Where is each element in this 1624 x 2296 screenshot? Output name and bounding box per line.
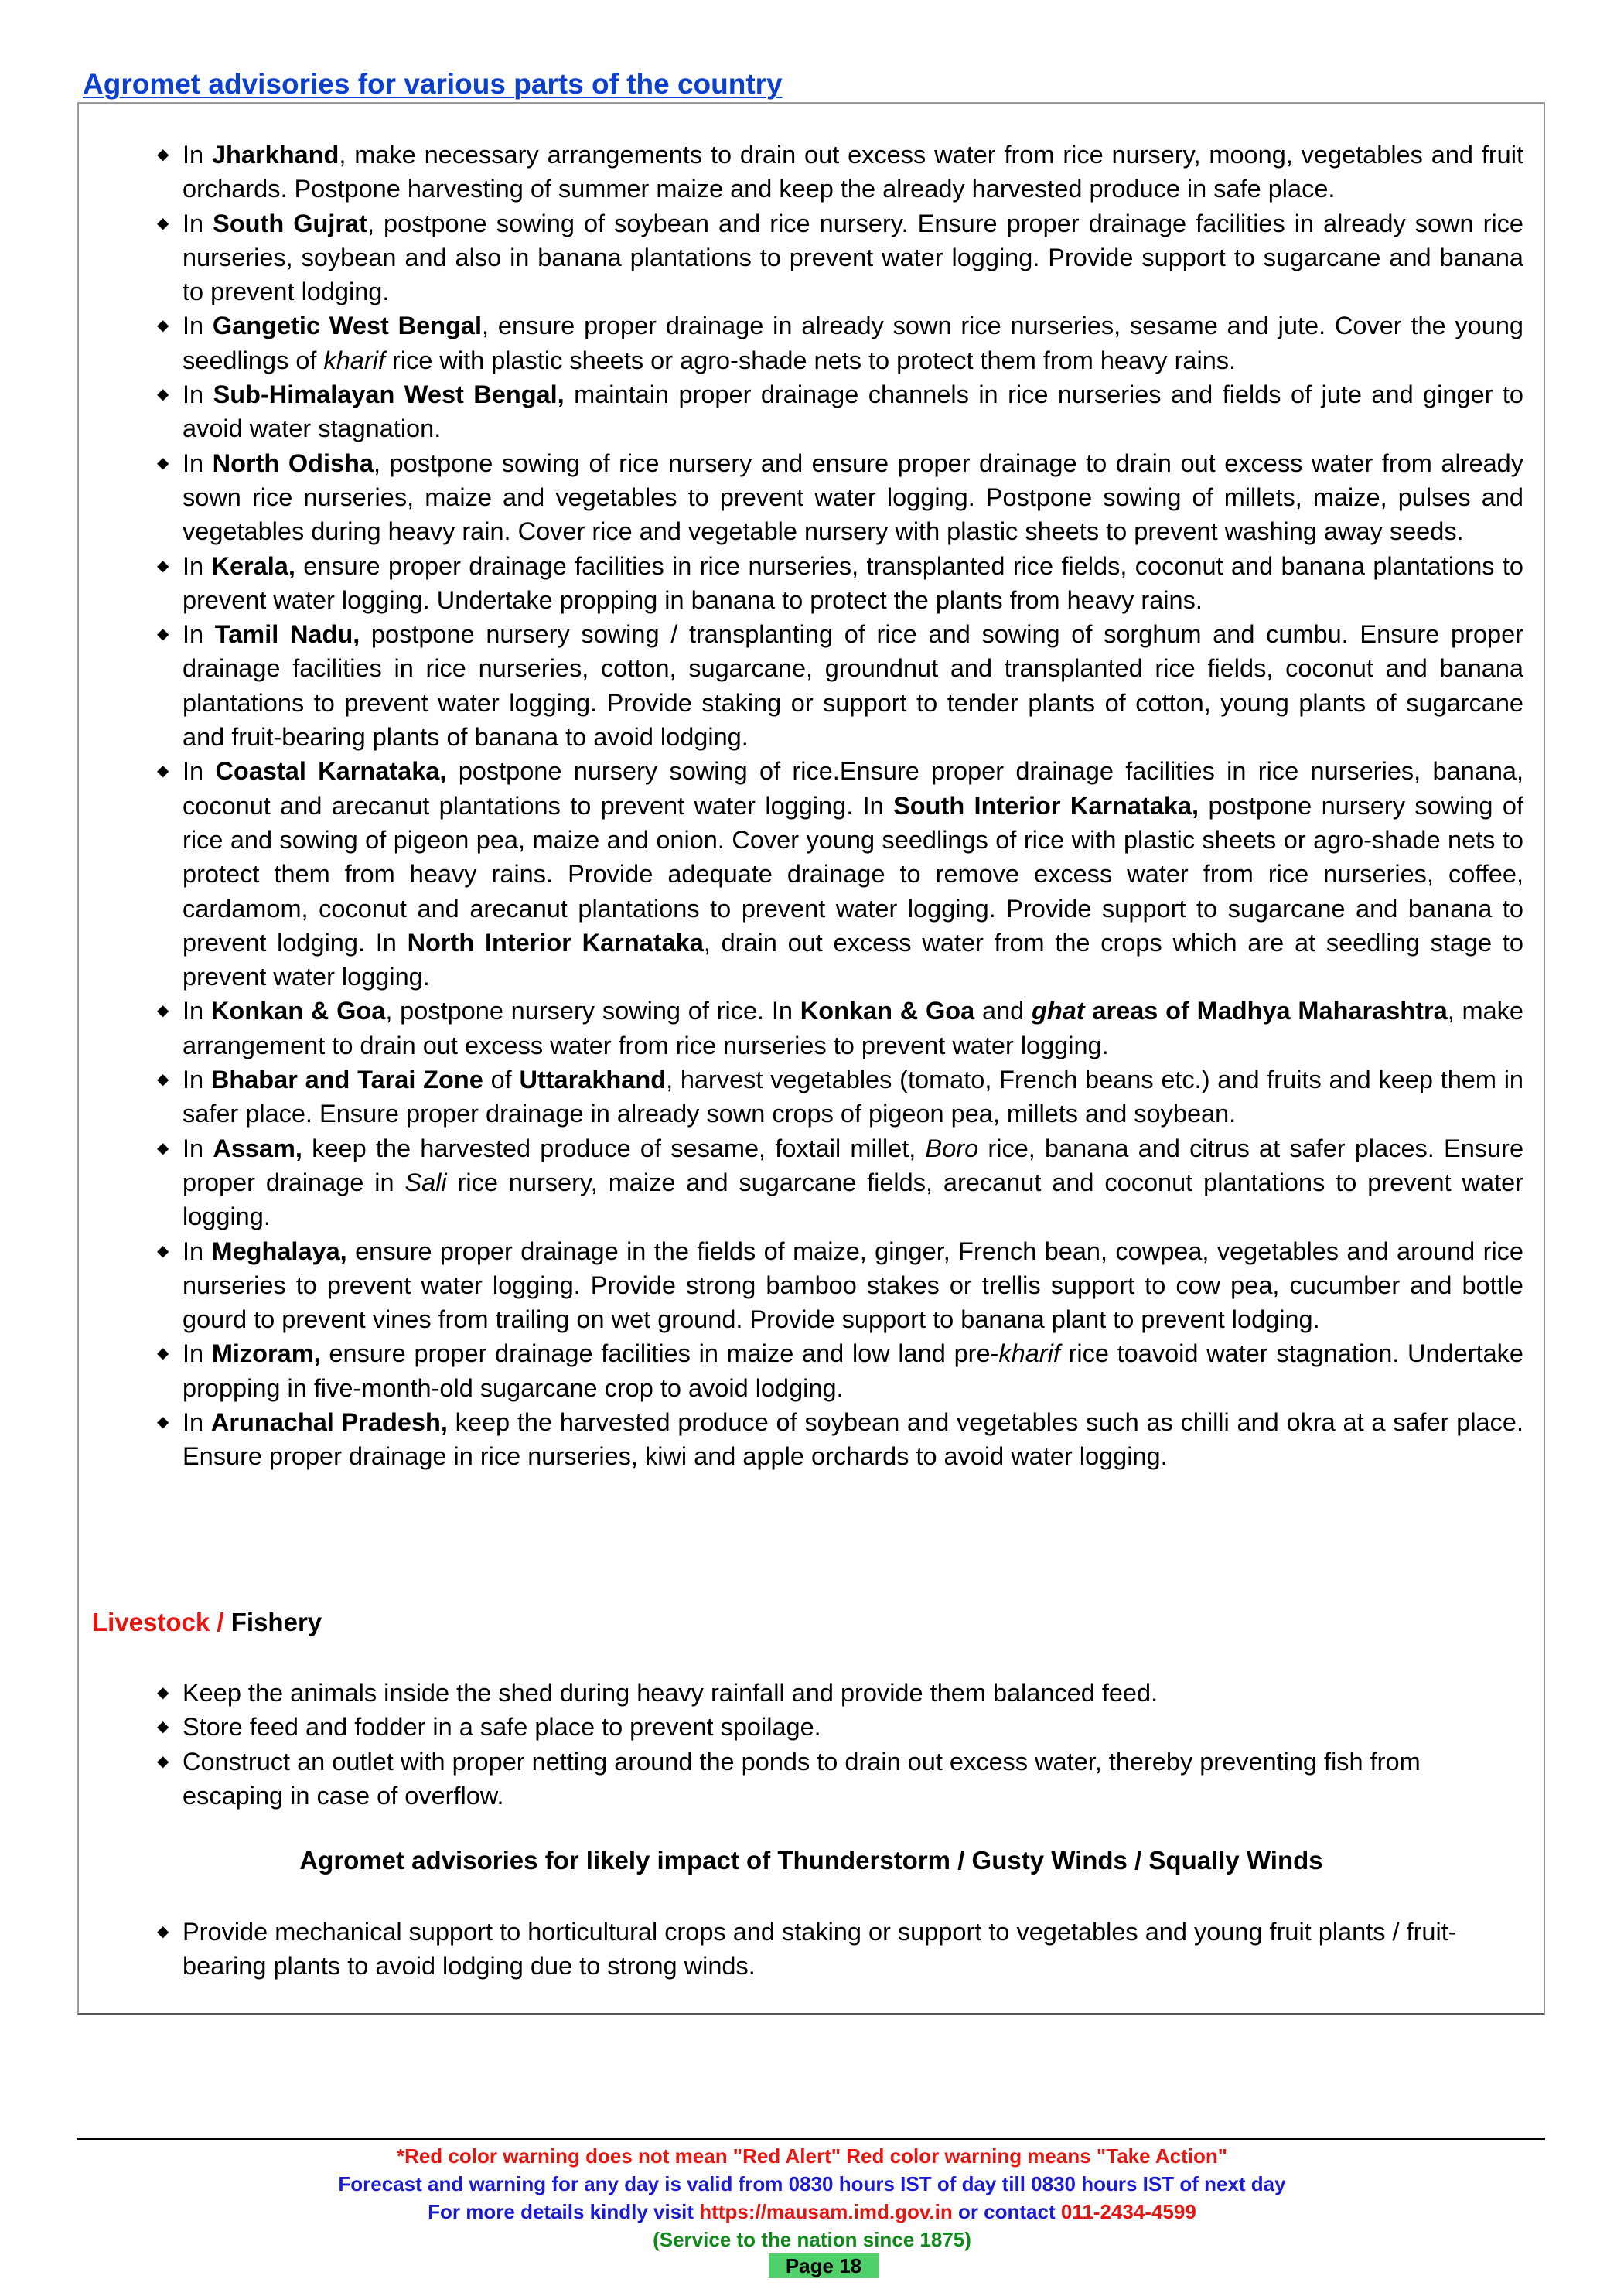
diamond-bullet-icon: ◆	[157, 1071, 169, 1089]
list-item: ◆ Store feed and fodder in a safe place to prevent spoilage.	[183, 1710, 1523, 1744]
advisory-kerala: ◆ In Kerala, ensure proper drainage facilities in rice nurseries, transplanted rice fields, coconut and banana plantations to prevent water logging. Undertake propping in banana to protect the plants from heavy rains.	[183, 549, 1523, 618]
advisory-konkan-goa: ◆ In Konkan & Goa, postpone nursery sowing of rice. In Konkan & Goa and ghat areas of Madhya Maharashtra, make arrangement to drain out excess water from rice nurseries to prevent water logging.	[183, 994, 1523, 1063]
footer-divider	[77, 2138, 1545, 2140]
advisory-karnataka: ◆ In Coastal Karnataka, postpone nursery sowing of rice.Ensure proper drainage facilities in rice nurseries, banana, coconut and arecanut plantations to prevent water logging. In South Interior Karnataka, postpone nursery sowing of rice and sowing of pigeon pea, maize and onion. Cover young seedlings of rice with plastic sheets or agro-shade nets to protect them from heavy rains. Provide adequate drainage to remove excess water from rice nurseries, coffee, cardamom, coconut and arecanut plantations to prevent water logging. Provide support to sugarcane and banana to prevent lodging. In North Interior Karnataka, drain out excess water from the crops which are at seedling stage to prevent water logging.	[183, 754, 1523, 994]
livestock-advisories-list	[157, 1676, 1523, 1813]
advisory-north-odisha: ◆ In North Odisha, postpone sowing of rice nursery and ensure proper drainage to drain out excess water from already sown rice nurseries, maize and vegetables to prevent water logging. Postpone sowing of millets, maize, pulses and vegetables during heavy rain. Cover rice and vegetable nursery with plastic sheets to prevent washing away seeds.	[183, 446, 1523, 549]
diamond-bullet-icon: ◆	[157, 1242, 169, 1260]
diamond-bullet-icon: ◆	[157, 317, 169, 335]
list-item: ◆ Keep the animals inside the shed during heavy rainfall and provide them balanced feed.	[183, 1676, 1523, 1710]
thunderstorm-advisory-title: Agromet advisories for likely impact of Thunderstorm / Gusty Winds / Squally Winds	[299, 1846, 1323, 1875]
contact-phone: 011-2434-4599	[1060, 2200, 1196, 2223]
diamond-bullet-icon: ◆	[157, 762, 169, 780]
diamond-bullet-icon: ◆	[157, 146, 169, 163]
advisory-arunachal-pradesh: ◆ In Arunachal Pradesh, keep the harvested produce of soybean and vegetables such as chilli and okra at a safer place. Ensure proper drainage in rice nurseries, kiwi and apple orchards to avoid water logging.	[183, 1405, 1523, 1474]
diamond-bullet-icon: ◆	[157, 214, 169, 232]
advisory-mizoram: ◆ In Mizoram, ensure proper drainage facilities in maize and low land pre-kharif rice toavoid water stagnation. Undertake propping in five-month-old sugarcane crop to avoid lodging.	[183, 1336, 1523, 1405]
diamond-bullet-icon: ◆	[157, 626, 169, 643]
diamond-bullet-icon: ◆	[157, 1684, 169, 1701]
website-link[interactable]: https://mausam.imd.gov.in	[699, 2200, 953, 2223]
footer-validity-note: Forecast and warning for any day is valid from 0830 hours IST of day till 0830 hours IST of next day	[338, 2172, 1286, 2195]
diamond-bullet-icon: ◆	[157, 1923, 169, 1940]
advisory-assam: ◆ In Assam, keep the harvested produce of sesame, foxtail millet, Boro rice, banana and citrus at safer places. Ensure proper drainage in Sali rice nursery, maize and sugarcane fields, arecanut and coconut plantations to prevent water logging.	[183, 1131, 1523, 1234]
advisory-uttarakhand: ◆ In Bhabar and Tarai Zone of Uttarakhand, harvest vegetables (tomato, French beans etc.) and fruits and keep them in safer place. Ensure proper drainage in already sown crops of pigeon pea, millets and soybean.	[183, 1063, 1523, 1131]
advisory-gangetic-west-bengal: ◆ In Gangetic West Bengal, ensure proper drainage in already sown rice nurseries, sesame and jute. Cover the young seedlings of kharif rice with plastic sheets or agro-shade nets to protect them from heavy rains.	[183, 309, 1523, 377]
diamond-bullet-icon: ◆	[157, 557, 169, 575]
list-item: ◆ Construct an outlet with proper netting around the ponds to drain out excess water, thereby preventing fish from escaping in case of overflow.	[183, 1745, 1523, 1813]
footer-service-note: (Service to the nation since 1875)	[653, 2228, 971, 2251]
advisory-meghalaya: ◆ In Meghalaya, ensure proper drainage in the fields of maize, ginger, French bean, cowpea, vegetables and around rice nurseries to prevent water logging. Provide strong bamboo stakes or trellis support to cow pea, cucumber and bottle gourd to prevent vines from trailing on wet ground. Provide support to banana plant to prevent lodging.	[183, 1234, 1523, 1337]
advisory-tamil-nadu: ◆ In Tamil Nadu, postpone nursery sowing / transplanting of rice and sowing of sorghum and cumbu. Ensure proper drainage facilities in rice nurseries, cotton, sugarcane, groundnut and transplanted rice fields, coconut and banana plantations to prevent water logging. Provide staking or support to tender plants of cotton, young plants of sugarcane and fruit-bearing plants of banana to avoid lodging.	[183, 617, 1523, 754]
advisory-sub-himalayan-west-bengal: ◆ In Sub-Himalayan West Bengal, maintain proper drainage channels in rice nurseries and fields of jute and ginger to avoid water stagnation.	[183, 377, 1523, 446]
diamond-bullet-icon: ◆	[157, 1718, 169, 1736]
thunderstorm-advisories-list	[157, 1915, 1523, 1984]
diamond-bullet-icon: ◆	[157, 454, 169, 472]
diamond-bullet-icon: ◆	[157, 1002, 169, 1020]
footer-contact-line: For more details kindly visit https://mausam.imd.gov.in or contact 011-2434-4599	[428, 2200, 1196, 2223]
list-item: ◆ Provide mechanical support to horticultural crops and staking or support to vegetables and young fruit plants / fruit-bearing plants to avoid lodging due to strong winds.	[183, 1915, 1523, 1984]
page-heading: Agromet advisories for various parts of the country	[83, 68, 783, 100]
advisory-south-gujrat: ◆ In South Gujrat, postpone sowing of soybean and rice nursery. Ensure proper drainage facilities in already sown rice nurseries, soybean and also in banana plantations to prevent water logging. Provide support to sugarcane and banana to prevent lodging.	[183, 206, 1523, 309]
diamond-bullet-icon: ◆	[157, 1752, 169, 1770]
footer-red-warning-note: *Red color warning does not mean "Red Alert" Red color warning means "Take Action"	[396, 2144, 1228, 2168]
diamond-bullet-icon: ◆	[157, 1139, 169, 1157]
state-advisories-list	[157, 138, 1524, 1474]
livestock-fishery-title: Livestock / Fishery	[92, 1608, 322, 1636]
advisory-jharkhand: ◆ In Jharkhand, make necessary arrangements to drain out excess water from rice nursery, moong, vegetables and fruit orchards. Postpone harvesting of summer maize and keep the already harvested produce in safe place.	[183, 138, 1523, 206]
diamond-bullet-icon: ◆	[157, 1345, 169, 1363]
diamond-bullet-icon: ◆	[157, 1413, 169, 1431]
page-number-badge: Page 18	[769, 2253, 879, 2278]
diamond-bullet-icon: ◆	[157, 386, 169, 404]
